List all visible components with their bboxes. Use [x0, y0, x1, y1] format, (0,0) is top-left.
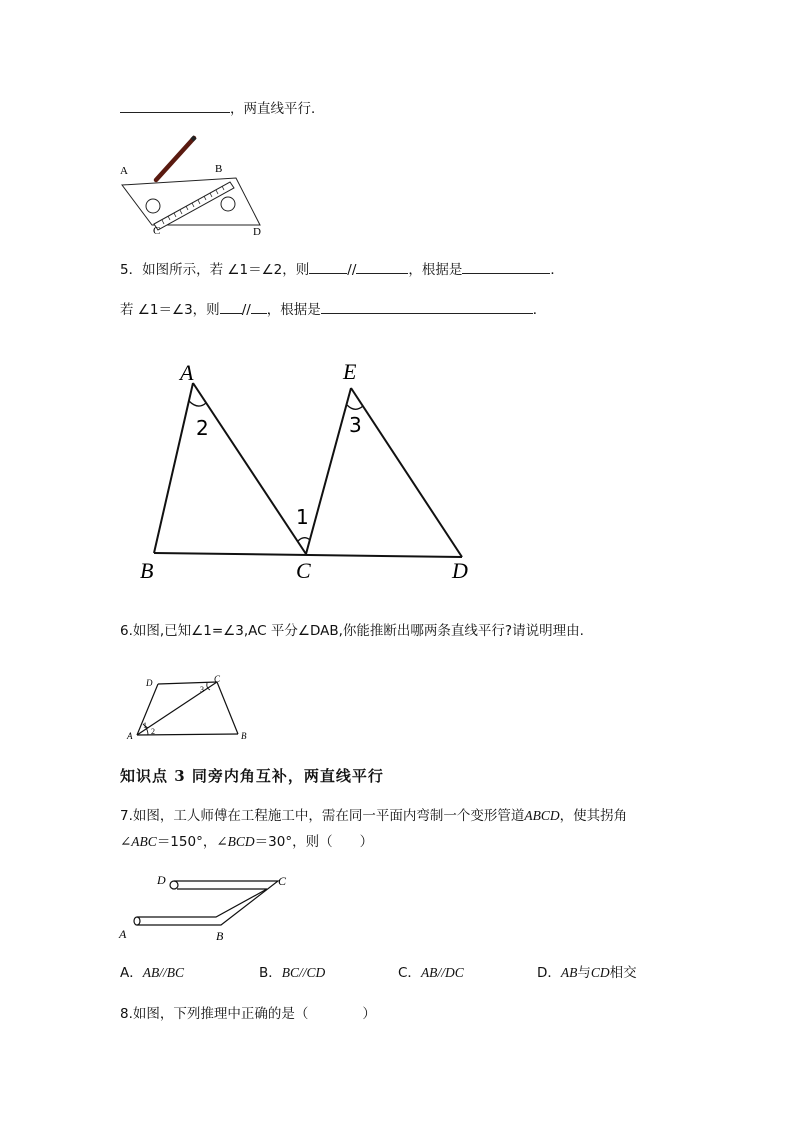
- label-b: B: [140, 558, 154, 583]
- q5-text: ，根据是: [408, 262, 463, 278]
- label-a: A: [180, 360, 194, 385]
- option-part: 相交: [609, 965, 637, 981]
- segment-cb: [217, 682, 238, 734]
- q7-text: ＝30°，则（ ）: [254, 834, 374, 850]
- ruler-label-b: B: [215, 163, 223, 175]
- q5-text: ．: [550, 262, 564, 278]
- q7-angle-bcd: ∠BCD: [216, 834, 255, 849]
- label-e: E: [343, 359, 357, 384]
- segment-dc: [158, 682, 217, 684]
- set-square-hole-left: [146, 199, 160, 213]
- segment-bd: [154, 553, 462, 557]
- option-d[interactable]: [537, 964, 637, 982]
- blank: [120, 98, 230, 113]
- q5-text: 5．如图所示，若 ∠1＝∠2，则: [120, 262, 310, 278]
- option-part: 与: [577, 965, 591, 981]
- q7-text: ，使其拐角: [559, 808, 628, 824]
- blank: [462, 259, 550, 274]
- pipe-end-a: [134, 917, 140, 925]
- q6-figure: [120, 670, 260, 745]
- angle-2-arc: [189, 401, 206, 406]
- option-part: //: [437, 965, 445, 980]
- set-square: [122, 178, 260, 225]
- option-part: AB: [560, 965, 578, 980]
- segment-ed: [351, 388, 462, 557]
- pencil: [156, 138, 194, 180]
- label-angle-2: 2: [196, 416, 209, 440]
- option-part: BC: [281, 965, 300, 980]
- q7-figure: [115, 868, 305, 946]
- label-angle-3: 3: [349, 413, 362, 437]
- q7-angle-abc: ∠ABC: [120, 834, 157, 849]
- angle-1-arc: [298, 538, 310, 541]
- pipe-inner-edge: [137, 889, 267, 917]
- q5-line-1: [120, 259, 564, 279]
- parallel-symbol: //: [241, 302, 251, 318]
- label-c: C: [296, 558, 311, 583]
- q7-line-2: [120, 833, 373, 851]
- option-part: CD: [590, 965, 610, 980]
- q7-text: 7.如图，工人师傅在工程施工中，需在同一平面内弯制一个变形管道: [120, 808, 525, 824]
- label-d: D: [146, 678, 153, 688]
- label-angle-2: 2: [151, 727, 155, 736]
- option-part: //: [159, 965, 167, 980]
- label-c: C: [278, 874, 287, 888]
- label-d: D: [452, 558, 468, 583]
- label-b: B: [216, 929, 224, 943]
- label-angle-1: 1: [296, 505, 309, 529]
- option-part: BC: [166, 965, 185, 980]
- ruler-label-c: C: [153, 225, 161, 237]
- option-letter: C．: [398, 965, 421, 981]
- pipe-outer-edge: [137, 881, 278, 925]
- option-part: DC: [444, 965, 464, 980]
- option-part: //: [299, 965, 307, 980]
- blank: [251, 299, 267, 314]
- option-b[interactable]: [259, 964, 325, 982]
- q5-line-2: [120, 299, 546, 319]
- fill-line-1: [120, 98, 325, 118]
- blank: [220, 299, 242, 314]
- option-a[interactable]: [120, 964, 184, 982]
- label-b: B: [241, 731, 247, 741]
- segment-ce: [306, 388, 351, 554]
- label-angle-1: 1: [143, 721, 147, 730]
- set-square-hole-right: [221, 197, 235, 211]
- blank: [321, 299, 533, 314]
- pipe-end-d: [170, 881, 178, 889]
- q5-figure: [130, 350, 490, 590]
- section-heading: 知识点 3 同旁内角互补，两直线平行: [120, 767, 384, 785]
- q5-text: 若 ∠1＝∠3，则: [120, 302, 220, 318]
- q5-text: ，根据是: [266, 302, 321, 318]
- label-c: C: [214, 674, 221, 684]
- line1-suffix: ，两直线平行．: [230, 101, 325, 117]
- q6-text: 6.如图,已知∠1=∠3,AC 平分∠DAB,你能推断出哪两条直线平行?请说明理由.: [120, 623, 584, 639]
- segment-ac: [137, 682, 217, 735]
- ruler-label-d: D: [253, 226, 261, 238]
- pencil-eraser: [192, 137, 195, 140]
- q7-text: ＝150°，: [156, 834, 217, 850]
- ruler-label-a: A: [120, 165, 128, 177]
- label-d: D: [157, 873, 166, 887]
- parallel-symbol: //: [347, 262, 357, 278]
- option-letter: D．: [537, 965, 561, 981]
- q7-pipe-name: ABCD: [524, 808, 560, 823]
- segment-ac: [193, 383, 306, 554]
- ruler: [154, 182, 234, 230]
- option-letter: B．: [259, 965, 282, 981]
- label-angle-3: 3: [200, 685, 204, 694]
- label-a: A: [119, 927, 127, 941]
- q7-line-1: [120, 807, 627, 825]
- blank: [356, 259, 408, 274]
- option-part: CD: [306, 965, 326, 980]
- angle-3-arc: [347, 405, 363, 409]
- option-part: AB: [142, 965, 160, 980]
- q8-text: 8.如图，下列推理中正确的是（ ）: [120, 1006, 376, 1022]
- q5-text: ．: [532, 302, 547, 318]
- ruler-figure: [110, 130, 280, 240]
- blank: [309, 259, 347, 274]
- label-a: A: [127, 731, 133, 741]
- segment-ab: [154, 383, 193, 553]
- option-letter: A．: [120, 965, 143, 981]
- option-part: AB: [420, 965, 438, 980]
- option-c[interactable]: [398, 964, 464, 982]
